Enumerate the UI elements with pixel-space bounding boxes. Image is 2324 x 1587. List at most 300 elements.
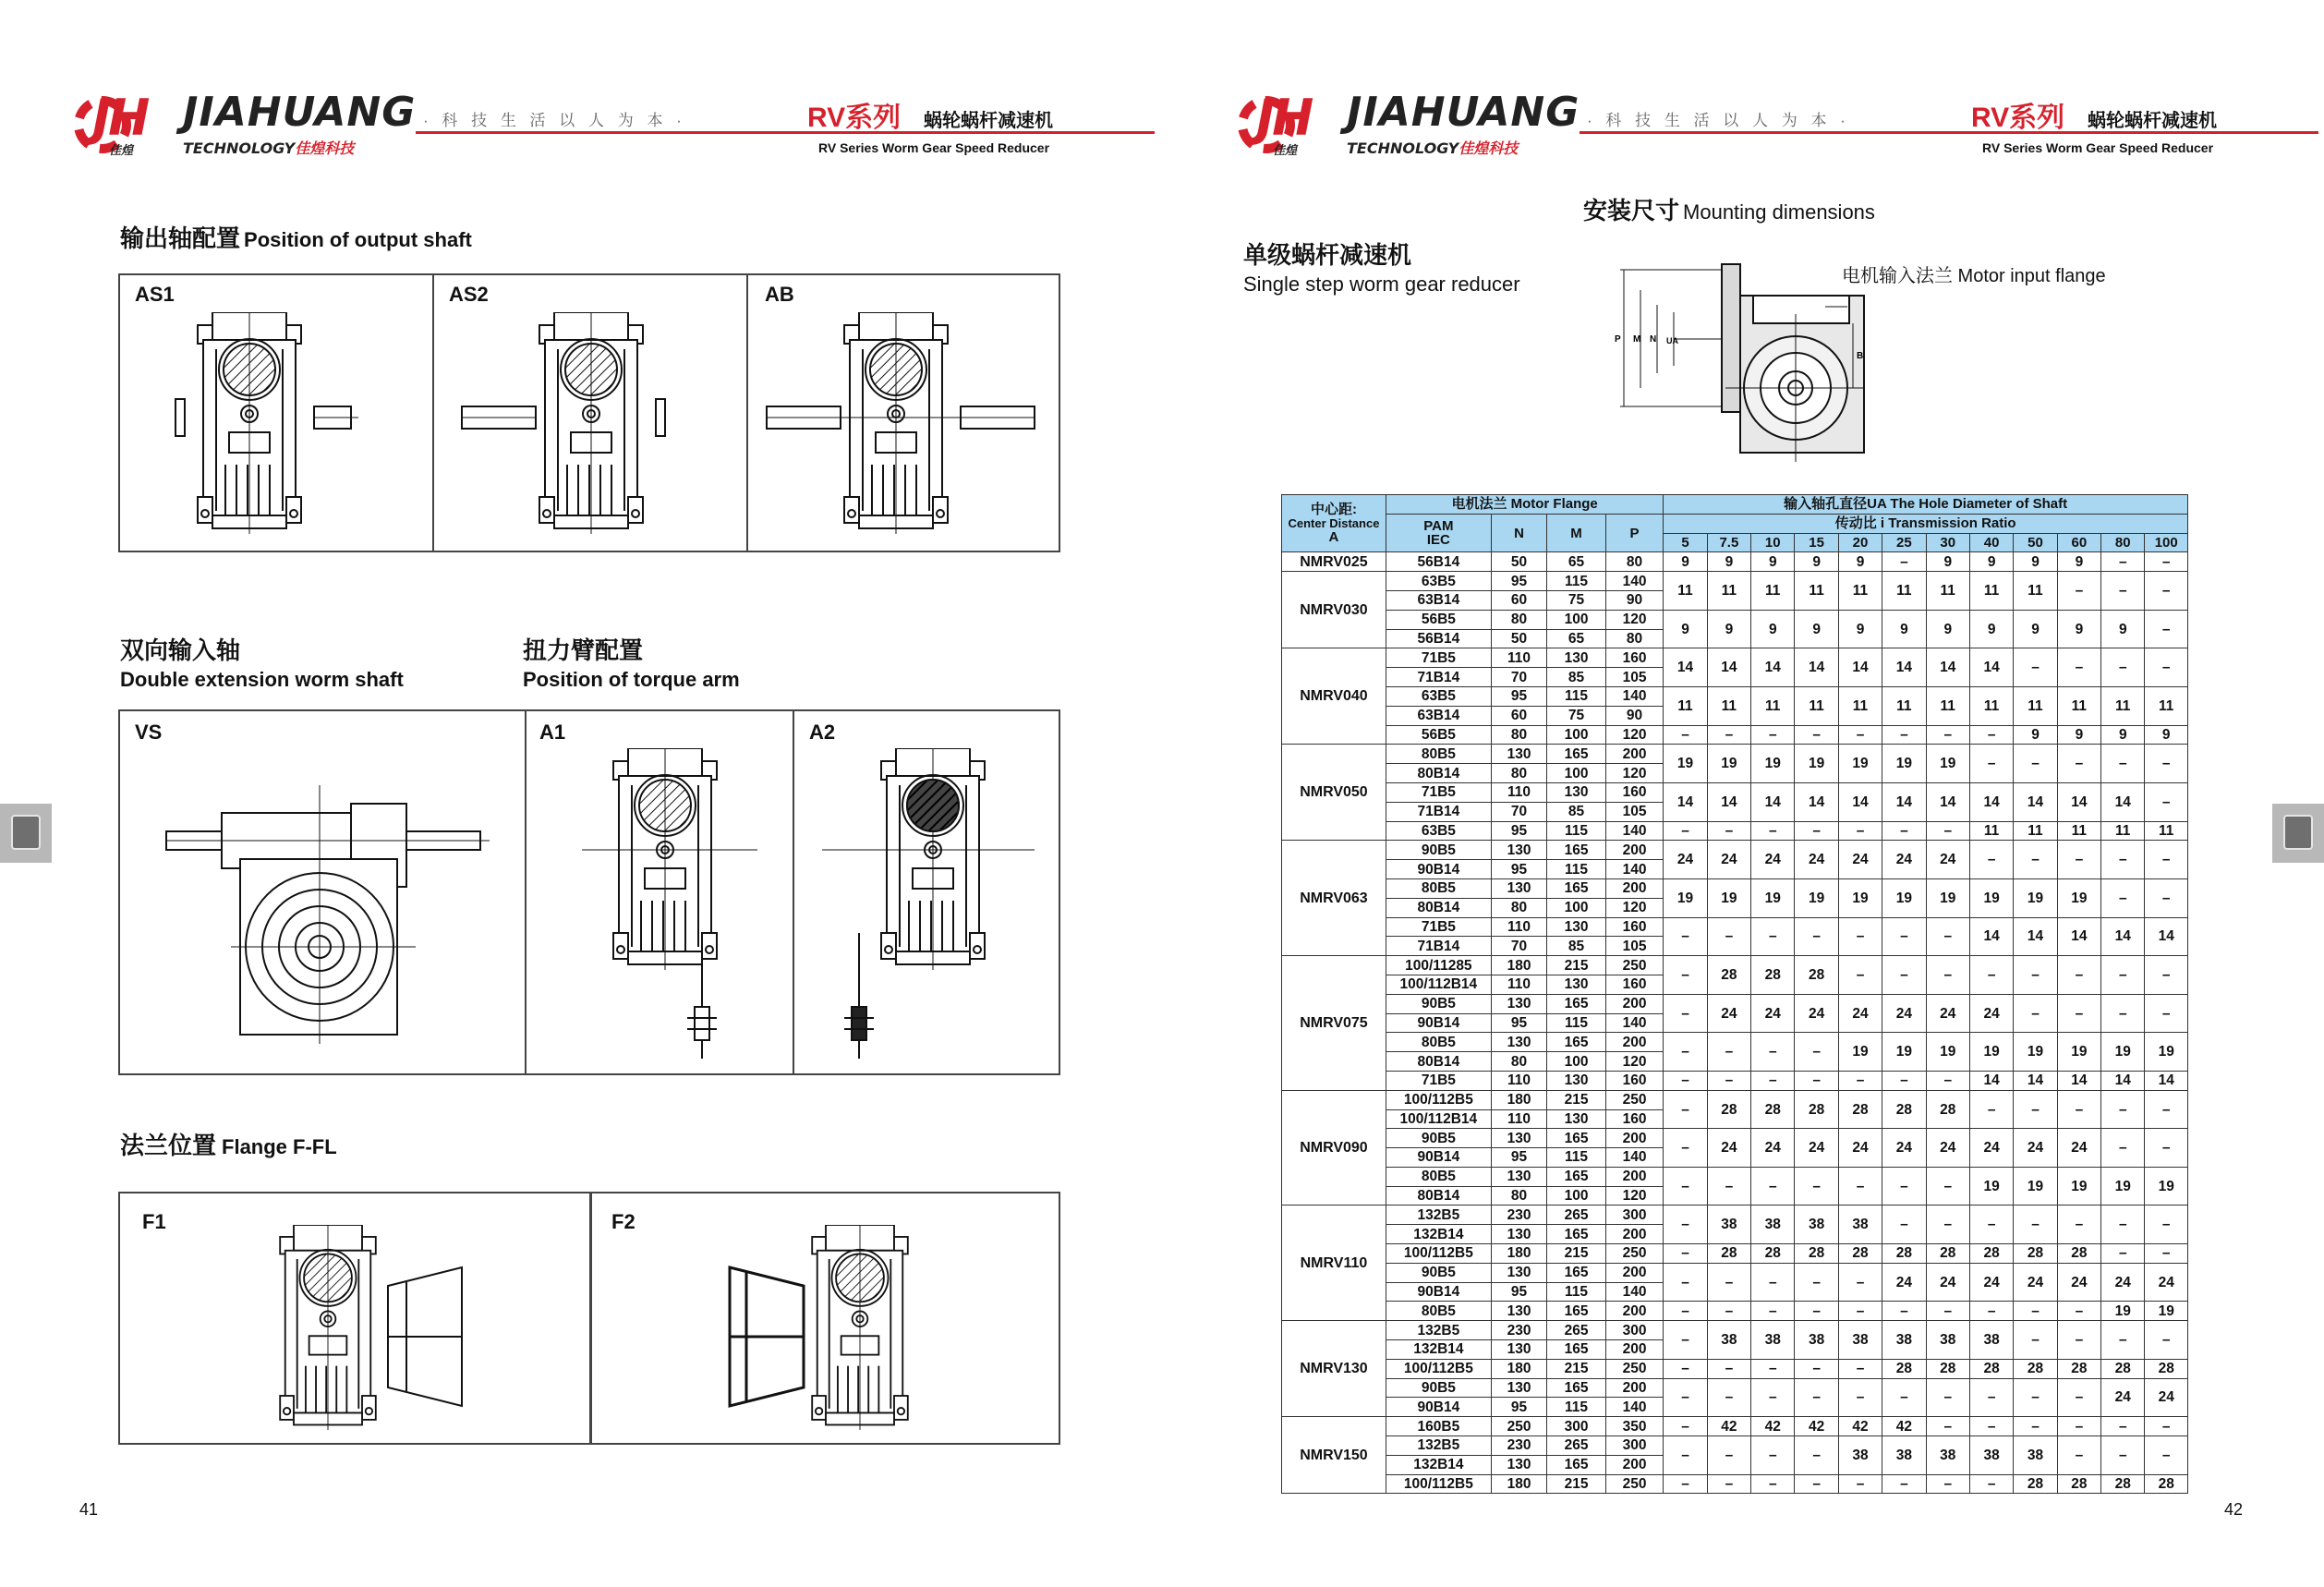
ratio-cell: – xyxy=(1926,1071,1969,1090)
flange-cell: 120 xyxy=(1605,610,1664,629)
ratio-cell: 28 xyxy=(1926,1090,1969,1129)
ratio-cell: – xyxy=(2101,1129,2145,1168)
ratio-cell: – xyxy=(2057,841,2100,879)
panel-a1-label: A1 xyxy=(539,721,566,744)
flange-cell: 200 xyxy=(1605,1263,1664,1282)
flange-cell: 120 xyxy=(1605,1052,1664,1072)
flange-cell: 132B14 xyxy=(1386,1340,1491,1360)
flange-cell: 250 xyxy=(1605,1474,1664,1494)
flange-cell: 110 xyxy=(1491,648,1546,668)
ratio-cell: 11 xyxy=(2014,821,2057,841)
flange-cell: 115 xyxy=(1547,860,1606,879)
flange-cell: 65 xyxy=(1547,552,1606,572)
ratio-cell: 24 xyxy=(2057,1129,2100,1168)
ratio-cell: 11 xyxy=(1926,686,1969,725)
ratio-cell: 24 xyxy=(1926,1129,1969,1168)
flange-cell: 100/11285 xyxy=(1386,956,1491,975)
ratio-cell: 28 xyxy=(2014,1359,2057,1378)
ratio-cell: 14 xyxy=(1882,648,1926,687)
ratio-cell: 14 xyxy=(1795,648,1838,687)
ratio-cell: 11 xyxy=(2014,572,2057,611)
left-page-number: 41 xyxy=(79,1500,99,1519)
ratio-cell: – xyxy=(1795,1359,1838,1378)
ratio-cell: 11 xyxy=(1838,686,1882,725)
ratio-cell: 24 xyxy=(1926,994,1969,1033)
ratio-cell: – xyxy=(1882,917,1926,956)
ratio-cell: – xyxy=(1969,1474,2013,1494)
table-row xyxy=(1282,1378,2188,1398)
ratio-cell: 38 xyxy=(1751,1321,1795,1360)
ratio-cell: – xyxy=(1969,841,2013,879)
flange-cell: 80B14 xyxy=(1386,1052,1491,1072)
ratio-cell: – xyxy=(1795,821,1838,841)
ratio-cell: – xyxy=(1969,1205,2013,1244)
flange-cell: 90B5 xyxy=(1386,1378,1491,1398)
mounting-spec-table xyxy=(1281,494,2188,1494)
ratio-cell: 9 xyxy=(1969,552,2013,572)
brand-name: JIAHUANG xyxy=(183,89,417,136)
ratio-cell: – xyxy=(1882,725,1926,745)
slogan: · 科 技 生 活 以 人 为 本 · xyxy=(423,112,686,129)
ratio-cell: – xyxy=(1838,1167,1882,1205)
flange-cell: 132B5 xyxy=(1386,1321,1491,1340)
ratio-cell: 19 xyxy=(2145,1033,2188,1072)
table-row xyxy=(1282,1167,2188,1186)
flange-cell: 300 xyxy=(1605,1205,1664,1225)
table-row xyxy=(1282,745,2188,764)
ratio-cell: 28 xyxy=(1926,1244,1969,1264)
dim-n-label: N xyxy=(1650,334,1657,345)
flange-cell: 130 xyxy=(1547,917,1606,937)
ratio-cell: 9 xyxy=(2101,610,2145,648)
flange-cell: 160 xyxy=(1605,782,1664,802)
ratio-cell: 14 xyxy=(1838,782,1882,821)
flange-cell: 160B5 xyxy=(1386,1417,1491,1436)
flange-cell: 100/112B5 xyxy=(1386,1359,1491,1378)
ratio-header: 80 xyxy=(2101,533,2145,552)
flange-cell: 90B14 xyxy=(1386,1013,1491,1033)
ratio-cell: 14 xyxy=(1838,648,1882,687)
ratio-cell: 24 xyxy=(1838,841,1882,879)
ratio-cell: 28 xyxy=(2101,1474,2145,1494)
ratio-cell: – xyxy=(2101,994,2145,1033)
ratio-header: 20 xyxy=(1838,533,1882,552)
ratio-cell: – xyxy=(2057,994,2100,1033)
flange-cell: 80 xyxy=(1491,1186,1546,1205)
ratio-cell: – xyxy=(1882,552,1926,572)
ratio-cell: – xyxy=(1751,1378,1795,1417)
flange-cell: 100 xyxy=(1547,610,1606,629)
flange-cell: 115 xyxy=(1547,686,1606,706)
ratio-header: 5 xyxy=(1664,533,1707,552)
logo-mark: JH xyxy=(1256,89,1312,147)
table-row xyxy=(1282,552,2188,572)
flange-cell: 180 xyxy=(1491,1474,1546,1494)
flange-cell: 63B5 xyxy=(1386,686,1491,706)
ratio-cell: 42 xyxy=(1751,1417,1795,1436)
flange-cell: 230 xyxy=(1491,1205,1546,1225)
flange-cell: 200 xyxy=(1605,1225,1664,1244)
ratio-cell: 28 xyxy=(1882,1244,1926,1264)
brand-technology: TECHNOLOGY佳煌科技 xyxy=(183,139,355,157)
table-row xyxy=(1282,1302,2188,1321)
ratio-header: 25 xyxy=(1882,533,1926,552)
flange-cell: 90B5 xyxy=(1386,994,1491,1013)
ratio-cell: – xyxy=(1882,1474,1926,1494)
flange-cell: 75 xyxy=(1547,590,1606,610)
flange-cell: 265 xyxy=(1547,1436,1606,1456)
flange-cell: 70 xyxy=(1491,668,1546,687)
model-cell: NMRV025 xyxy=(1282,552,1386,572)
ratio-cell: – xyxy=(2145,841,2188,879)
flange-cell: 100/112B14 xyxy=(1386,975,1491,994)
flange-cell: 215 xyxy=(1547,956,1606,975)
ratio-cell: 19 xyxy=(2145,1302,2188,1321)
flange-cell: 132B5 xyxy=(1386,1436,1491,1456)
ratio-cell: – xyxy=(1707,1167,1750,1205)
flange-cell: 95 xyxy=(1491,860,1546,879)
ratio-cell: – xyxy=(1707,1436,1750,1475)
dim-ua-label: UA xyxy=(1666,336,1678,345)
left-header xyxy=(74,89,1164,163)
table-row xyxy=(1282,725,2188,745)
flange-cell: 63B5 xyxy=(1386,572,1491,591)
ratio-cell: 28 xyxy=(1926,1359,1969,1378)
ratio-cell: 19 xyxy=(1969,1167,2013,1205)
ratio-cell: 9 xyxy=(2057,610,2100,648)
ratio-cell: 24 xyxy=(1969,994,2013,1033)
flange-cell: 250 xyxy=(1605,1090,1664,1109)
ratio-header: 40 xyxy=(1969,533,2013,552)
flange-cell: 165 xyxy=(1547,1167,1606,1186)
ratio-cell: 14 xyxy=(1969,1071,2013,1090)
flange-cell: 215 xyxy=(1547,1090,1606,1109)
ratio-cell: 24 xyxy=(1707,994,1750,1033)
col-transmission-ratio: 传动比 i Transmission Ratio xyxy=(1664,514,2188,533)
flange-cell: 95 xyxy=(1491,1398,1546,1417)
ratio-cell: – xyxy=(2057,1321,2100,1360)
logo-mark: JH xyxy=(92,89,148,147)
ratio-cell: – xyxy=(2057,1090,2100,1129)
flange-cell: 63B14 xyxy=(1386,590,1491,610)
flange-cell: 200 xyxy=(1605,878,1664,898)
model-cell: NMRV075 xyxy=(1282,956,1386,1091)
ratio-cell: 28 xyxy=(1795,956,1838,995)
ratio-cell: – xyxy=(1926,1378,1969,1417)
ratio-cell: 9 xyxy=(1795,552,1838,572)
ratio-cell: 14 xyxy=(1707,782,1750,821)
ratio-cell: 14 xyxy=(1795,782,1838,821)
ratio-cell: 19 xyxy=(2101,1033,2145,1072)
ratio-cell: 38 xyxy=(1707,1321,1750,1360)
ratio-cell: 19 xyxy=(1926,745,1969,783)
ratio-cell: 14 xyxy=(2057,1071,2100,1090)
flange-cell: 90 xyxy=(1605,590,1664,610)
ratio-cell: 28 xyxy=(1707,956,1750,995)
ratio-cell: 9 xyxy=(1751,552,1795,572)
ratio-cell: – xyxy=(1795,725,1838,745)
ratio-cell: 28 xyxy=(2057,1474,2100,1494)
ratio-cell: 11 xyxy=(1664,686,1707,725)
flange-cell: 130 xyxy=(1491,1263,1546,1282)
reducer-as2-drawing xyxy=(462,307,684,547)
table-row xyxy=(1282,686,2188,706)
gearbox-thumb-icon xyxy=(2283,815,2313,850)
flange-cell: 215 xyxy=(1547,1474,1606,1494)
ratio-cell: – xyxy=(2014,745,2057,783)
ratio-cell: – xyxy=(2014,994,2057,1033)
ratio-cell: – xyxy=(1751,1263,1795,1302)
flange-cell: 100 xyxy=(1547,764,1606,783)
ratio-cell: 14 xyxy=(1707,648,1750,687)
ratio-cell: – xyxy=(1969,1302,2013,1321)
flange-cell: 130 xyxy=(1547,782,1606,802)
ratio-cell: – xyxy=(2014,1417,2057,1436)
flange-cell: 300 xyxy=(1605,1436,1664,1456)
ratio-cell: 38 xyxy=(1882,1321,1926,1360)
ratio-cell: – xyxy=(1882,1302,1926,1321)
ratio-cell: – xyxy=(2145,994,2188,1033)
ratio-cell: – xyxy=(1664,1321,1707,1360)
ratio-cell: 38 xyxy=(1707,1205,1750,1244)
flange-cell: 230 xyxy=(1491,1321,1546,1340)
flange-cell: 110 xyxy=(1491,1109,1546,1129)
ratio-cell: 28 xyxy=(1795,1090,1838,1129)
flange-cell: 130 xyxy=(1491,1302,1546,1321)
flange-cell: 80 xyxy=(1491,764,1546,783)
ratio-cell: – xyxy=(2145,1244,2188,1264)
ratio-cell: 24 xyxy=(2145,1378,2188,1417)
ratio-cell: 14 xyxy=(1926,648,1969,687)
ratio-cell: 28 xyxy=(1751,1090,1795,1129)
worm-torque-box xyxy=(118,709,1060,1075)
flange-cell: 132B14 xyxy=(1386,1225,1491,1244)
ratio-cell: 11 xyxy=(2101,686,2145,725)
flange-cell: 130 xyxy=(1491,745,1546,764)
ratio-cell: – xyxy=(1926,1167,1969,1205)
flange-title: 法兰位置 Flange F-FL xyxy=(120,1132,337,1159)
flange-cell: 90B14 xyxy=(1386,1398,1491,1417)
ratio-cell: – xyxy=(2014,956,2057,995)
ratio-cell: – xyxy=(1838,1474,1882,1494)
ratio-cell: 14 xyxy=(1751,782,1795,821)
ratio-cell: 19 xyxy=(2057,1167,2100,1205)
ratio-cell: 24 xyxy=(1969,1263,2013,1302)
ratio-cell: 19 xyxy=(1838,745,1882,783)
flange-cell: 90B14 xyxy=(1386,860,1491,879)
flange-cell: 215 xyxy=(1547,1244,1606,1264)
ratio-cell: – xyxy=(1664,1033,1707,1072)
flange-cell: 165 xyxy=(1547,994,1606,1013)
ratio-cell: – xyxy=(2057,1378,2100,1417)
ratio-cell: 19 xyxy=(1664,878,1707,917)
flange-box xyxy=(118,1192,1060,1445)
ratio-cell: 9 xyxy=(2057,552,2100,572)
flange-cell: 115 xyxy=(1547,821,1606,841)
table-row xyxy=(1282,572,2188,591)
ratio-cell: – xyxy=(1926,1302,1969,1321)
panel-a2-label: A2 xyxy=(809,721,836,744)
reducer-vs-drawing xyxy=(166,767,499,1053)
flange-cell: 71B14 xyxy=(1386,802,1491,821)
ratio-cell: – xyxy=(2101,1205,2145,1244)
flange-cell: 100 xyxy=(1547,898,1606,917)
flange-cell: 80B5 xyxy=(1386,1033,1491,1052)
ratio-cell: 28 xyxy=(1751,956,1795,995)
series-en: RV Series Worm Gear Speed Reducer xyxy=(1982,140,2214,155)
table-row xyxy=(1282,1244,2188,1264)
ratio-cell: 38 xyxy=(1838,1205,1882,1244)
flange-cell: 160 xyxy=(1605,648,1664,668)
flange-cell: 140 xyxy=(1605,860,1664,879)
panel-f1-label: F1 xyxy=(142,1210,166,1233)
ratio-cell: – xyxy=(2014,841,2057,879)
ratio-header: 7.5 xyxy=(1707,533,1750,552)
flange-cell: 140 xyxy=(1605,572,1664,591)
ratio-cell: – xyxy=(2101,878,2145,917)
ratio-cell: 14 xyxy=(1969,782,2013,821)
flange-cell: 80B5 xyxy=(1386,745,1491,764)
ratio-cell: – xyxy=(1838,1071,1882,1090)
table-row xyxy=(1282,1359,2188,1378)
ratio-cell: – xyxy=(2145,782,2188,821)
flange-cell: 200 xyxy=(1605,1378,1664,1398)
reducer-f1-drawing xyxy=(268,1221,508,1443)
flange-cell: 100 xyxy=(1547,725,1606,745)
col-center-distance: 中心距: Center Distance A xyxy=(1282,495,1386,552)
flange-cell: 130 xyxy=(1547,975,1606,994)
flange-cell: 80B5 xyxy=(1386,1167,1491,1186)
ratio-cell: – xyxy=(2145,745,2188,783)
ratio-cell: 11 xyxy=(1926,572,1969,611)
flange-cell: 130 xyxy=(1491,1340,1546,1360)
flange-cell: 95 xyxy=(1491,1013,1546,1033)
model-cell: NMRV130 xyxy=(1282,1321,1386,1417)
ratio-header: 10 xyxy=(1751,533,1795,552)
flange-cell: 115 xyxy=(1547,1282,1606,1302)
flange-cell: 80 xyxy=(1491,725,1546,745)
series-en: RV Series Worm Gear Speed Reducer xyxy=(818,140,1050,155)
ratio-cell: – xyxy=(1882,821,1926,841)
single-step-title: 单级蜗杆减速机 Single step worm gear reducer xyxy=(1243,241,1520,296)
model-cell: NMRV050 xyxy=(1282,745,1386,841)
ratio-cell: 24 xyxy=(1707,1129,1750,1168)
flange-cell: 80 xyxy=(1491,898,1546,917)
ratio-cell: 24 xyxy=(1751,841,1795,879)
ratio-cell: 9 xyxy=(2101,725,2145,745)
flange-cell: 130 xyxy=(1491,1033,1546,1052)
ratio-cell: – xyxy=(1882,1071,1926,1090)
ratio-cell: 28 xyxy=(2057,1244,2100,1264)
ratio-cell: – xyxy=(1838,821,1882,841)
ratio-cell: – xyxy=(1664,1090,1707,1129)
ratio-cell: 24 xyxy=(1795,1129,1838,1168)
ratio-cell: 14 xyxy=(1926,782,1969,821)
flange-cell: 200 xyxy=(1605,841,1664,860)
ratio-cell: 9 xyxy=(1969,610,2013,648)
ratio-cell: – xyxy=(1838,725,1882,745)
flange-cell: 200 xyxy=(1605,1033,1664,1052)
flange-cell: 105 xyxy=(1605,668,1664,687)
ratio-cell: 9 xyxy=(2014,725,2057,745)
flange-cell: 350 xyxy=(1605,1417,1664,1436)
flange-cell: 80 xyxy=(1491,610,1546,629)
ratio-cell: 24 xyxy=(2057,1263,2100,1302)
ratio-cell: 24 xyxy=(2101,1263,2145,1302)
flange-cell: 56B14 xyxy=(1386,552,1491,572)
flange-cell: 180 xyxy=(1491,956,1546,975)
ratio-cell: 11 xyxy=(1882,572,1926,611)
ratio-cell: 19 xyxy=(2014,878,2057,917)
ratio-cell: 28 xyxy=(2014,1244,2057,1264)
ratio-cell: 9 xyxy=(2014,552,2057,572)
flange-cell: 90B14 xyxy=(1386,1282,1491,1302)
flange-cell: 71B5 xyxy=(1386,1071,1491,1090)
ratio-cell: – xyxy=(2101,841,2145,879)
ratio-cell: – xyxy=(2057,1302,2100,1321)
ratio-cell: – xyxy=(2145,1090,2188,1129)
ratio-cell: 11 xyxy=(1664,572,1707,611)
flange-cell: 180 xyxy=(1491,1244,1546,1264)
ratio-cell: – xyxy=(2101,552,2145,572)
flange-cell: 115 xyxy=(1547,1013,1606,1033)
table-row xyxy=(1282,994,2188,1013)
ratio-cell: – xyxy=(2057,1205,2100,1244)
flange-cell: 165 xyxy=(1547,1129,1606,1148)
ratio-cell: 24 xyxy=(1882,1263,1926,1302)
model-cell: NMRV150 xyxy=(1282,1417,1386,1494)
flange-cell: 75 xyxy=(1547,706,1606,725)
flange-cell: 130 xyxy=(1491,1455,1546,1474)
flange-cell: 56B5 xyxy=(1386,725,1491,745)
ratio-cell: – xyxy=(1707,1071,1750,1090)
flange-cell: 130 xyxy=(1547,648,1606,668)
ratio-cell: – xyxy=(1926,1417,1969,1436)
ratio-cell: 19 xyxy=(1795,745,1838,783)
ratio-cell: – xyxy=(1664,956,1707,995)
flange-cell: 130 xyxy=(1491,878,1546,898)
flange-cell: 115 xyxy=(1547,572,1606,591)
ratio-cell: 28 xyxy=(1969,1244,2013,1264)
table-row xyxy=(1282,782,2188,802)
reducer-a2-drawing xyxy=(822,748,1044,1062)
ratio-cell: 24 xyxy=(1751,1129,1795,1168)
ratio-header: 100 xyxy=(2145,533,2188,552)
series-cn: 蜗轮蜗杆减速机 xyxy=(924,111,1053,131)
ratio-cell: – xyxy=(2014,648,2057,687)
reducer-as1-drawing xyxy=(176,307,360,547)
ratio-cell: – xyxy=(1795,917,1838,956)
ratio-cell: – xyxy=(1969,1417,2013,1436)
ratio-cell: – xyxy=(1969,725,2013,745)
ratio-cell: – xyxy=(1664,1205,1707,1244)
ratio-cell: – xyxy=(1882,956,1926,995)
flange-cell: 115 xyxy=(1547,1148,1606,1168)
ratio-cell: 9 xyxy=(2145,725,2188,745)
flange-cell: 180 xyxy=(1491,1359,1546,1378)
flange-cell: 95 xyxy=(1491,1282,1546,1302)
table-row xyxy=(1282,1090,2188,1109)
flange-cell: 165 xyxy=(1547,1378,1606,1398)
flange-cell: 230 xyxy=(1491,1436,1546,1456)
flange-cell: 120 xyxy=(1605,1186,1664,1205)
reducer-a1-drawing xyxy=(582,748,767,1062)
ratio-cell: 11 xyxy=(1707,686,1750,725)
ratio-cell: – xyxy=(2101,1417,2145,1436)
flange-cell: 165 xyxy=(1547,878,1606,898)
ratio-cell: – xyxy=(1838,1302,1882,1321)
ratio-cell: – xyxy=(1795,1033,1838,1072)
